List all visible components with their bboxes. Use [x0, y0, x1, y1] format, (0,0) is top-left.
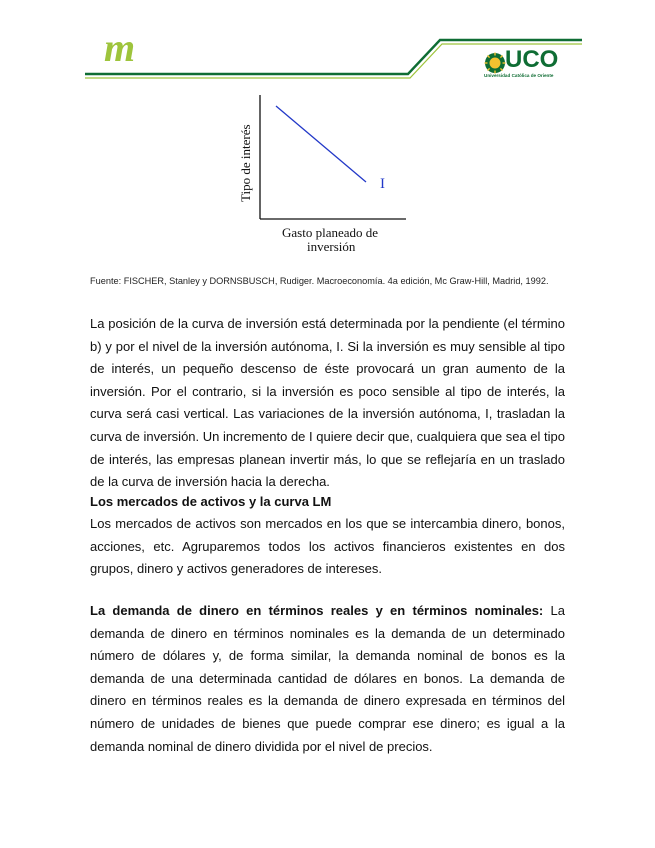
- uco-seal-icon: [483, 51, 507, 75]
- paragraph-money-demand: [90, 600, 565, 758]
- section-heading-lm: Los mercados de activos y la curva LM: [90, 494, 332, 509]
- x-axis-label-line2: inversión: [307, 239, 356, 254]
- y-axis-label: Tipo de interés: [238, 124, 253, 202]
- paragraph-investment-curve: La posición de la curva de inversión está determinada por la pendiente (el término b) y por el nivel de la inversión autónoma, I. Si la inversión es muy sensible al tipo de interés, un pequeño descenso de éste provocará un gran aumento de la inversión. Por el contrario, si la inversión es poco sensible al tipo de interés, la curva será casi vertical. Las variaciones de la inversión autónoma, I, trasladan la curva de inversión. Un incremento de I quiere decir que, cualquiera que sea el tipo de interés, las empresas planean invertir más, lo que se reflejaría en un traslado de la curva de inversión hacia la derecha.: [90, 316, 565, 490]
- paragraph-money-demand-body: La demanda de dinero en términos nominales es la demanda de un determinado número de dólares y, de forma similar, la demanda nominal de bonos es la demanda de una determinada cantidad de dólares en bonos. La demanda de dinero en términos reales es la demanda de dinero expresada en términos del número de unidades de bienes que puede comprar ese dinero; es igual a la demanda nominal de dinero dividida por el nivel de precios.: [90, 603, 565, 754]
- x-axis-label-line1: Gasto planeado de: [282, 225, 379, 240]
- figure-source-note: Fuente: FISCHER, Stanley y DORNSBUSCH, Rudiger. Macroeconomía. 4a edición, Mc Graw-Hill, Madrid, 1992.: [90, 276, 549, 286]
- uco-subtitle: Universidad Católica de Oriente: [484, 73, 554, 78]
- paragraph-asset-markets: Los mercados de activos son mercados en los que se intercambia dinero, bonos, acciones, etc. Agruparemos todos los activos financieros existentes en dos grupos, dinero y activos generadores de intereses.: [90, 516, 565, 577]
- investment-curve-figure: [230, 92, 420, 262]
- investment-curve-line: [276, 106, 366, 182]
- investment-curve-svg: [230, 92, 420, 262]
- uco-wordmark: UCO: [505, 46, 559, 73]
- brand-m-logo: m: [104, 25, 136, 70]
- paragraph-money-demand-lead: La demanda de dinero en términos reales y en términos nominales:: [90, 603, 544, 618]
- page-header: [0, 0, 655, 90]
- curve-label: I: [380, 176, 385, 192]
